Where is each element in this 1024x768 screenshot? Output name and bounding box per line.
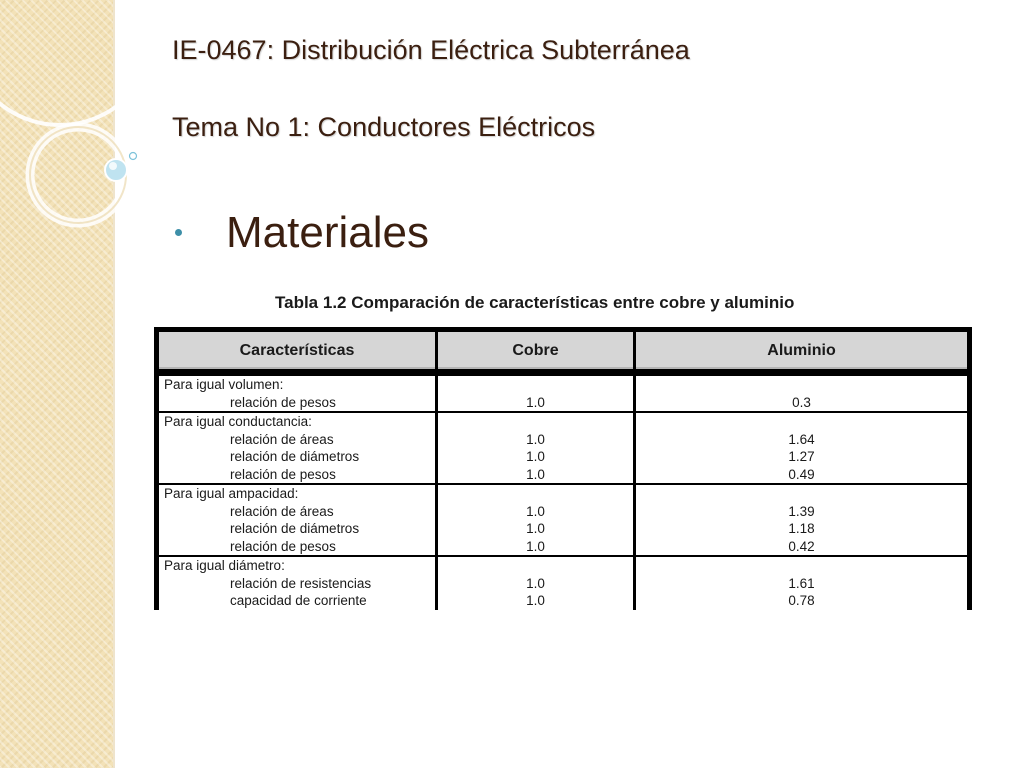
cobre-value: 1.0 [526,593,545,608]
aluminio-cell [636,557,967,610]
bullet-icon [175,229,182,236]
row-label: relación de pesos [230,394,336,410]
table-group [159,557,967,610]
aluminio-value: 0.3 [792,394,811,410]
spacer [636,413,967,431]
aluminio-value: 1.61 [788,575,815,591]
bullet-heading: Materiales [226,208,429,257]
topic-title: Tema No 1: Conductores Eléctricos [172,112,596,142]
cobre-value: 1.0 [526,431,545,447]
cobre-value: 1.0 [526,503,545,519]
cobre-cell [438,557,633,610]
group-label: Para igual diámetro: [164,558,285,573]
aluminio-cell [636,485,967,555]
row-label: capacidad de corriente [230,593,367,608]
spacer [636,557,967,575]
header-cobre: Cobre [438,332,633,369]
aluminio-cell [636,376,967,411]
aluminio-value: 1.39 [788,503,815,519]
spacer [438,413,633,431]
cobre-cell [438,376,633,411]
spacer [438,376,633,394]
table-group [159,376,967,411]
aluminio-value: 0.49 [788,466,815,482]
decorative-circles [0,0,180,300]
row-label: relación de diámetros [230,449,360,464]
group-label: Para igual conductancia: [164,414,312,429]
group-label: Para igual ampacidad: [164,486,299,501]
header-caracteristicas: Características [159,332,435,369]
table-group [159,413,967,483]
table-group [159,485,967,555]
spacer [636,485,967,503]
cobre-value: 1.0 [526,449,545,464]
spacer [636,376,967,394]
spacer [438,485,633,503]
table-header-row [159,332,967,369]
aluminio-value: 1.64 [788,431,815,447]
characteristics-cell [159,557,435,610]
row-label: relación de pesos [230,466,336,482]
aluminio-value: 1.18 [788,521,815,536]
row-label: relación de diámetros [230,521,360,536]
group-label: Para igual volumen: [164,377,284,392]
cobre-value: 1.0 [526,575,545,591]
aluminio-cell [636,413,967,483]
course-title: IE-0467: Distribución Eléctrica Subterránea [172,35,690,65]
cobre-value: 1.0 [526,538,545,554]
spacer [438,557,633,575]
cobre-value: 1.0 [526,466,545,482]
table-caption: Tabla 1.2 Comparación de características entre cobre y aluminio [275,293,795,312]
row-label: relación de áreas [230,503,334,519]
cobre-cell [438,413,633,483]
comparison-table [154,327,972,610]
row-label: relación de resistencias [230,575,372,591]
characteristics-cell [159,485,435,555]
aluminio-value: 0.78 [788,593,815,608]
characteristics-cell [159,413,435,483]
table-body [159,376,967,610]
cobre-cell [438,485,633,555]
cobre-value: 1.0 [526,394,545,410]
aluminio-value: 0.42 [788,538,815,554]
characteristics-cell [159,376,435,411]
cobre-value: 1.0 [526,521,545,536]
row-label: relación de áreas [230,431,334,447]
aluminio-value: 1.27 [788,449,815,464]
row-label: relación de pesos [230,538,336,554]
header-aluminio: Aluminio [636,332,967,369]
